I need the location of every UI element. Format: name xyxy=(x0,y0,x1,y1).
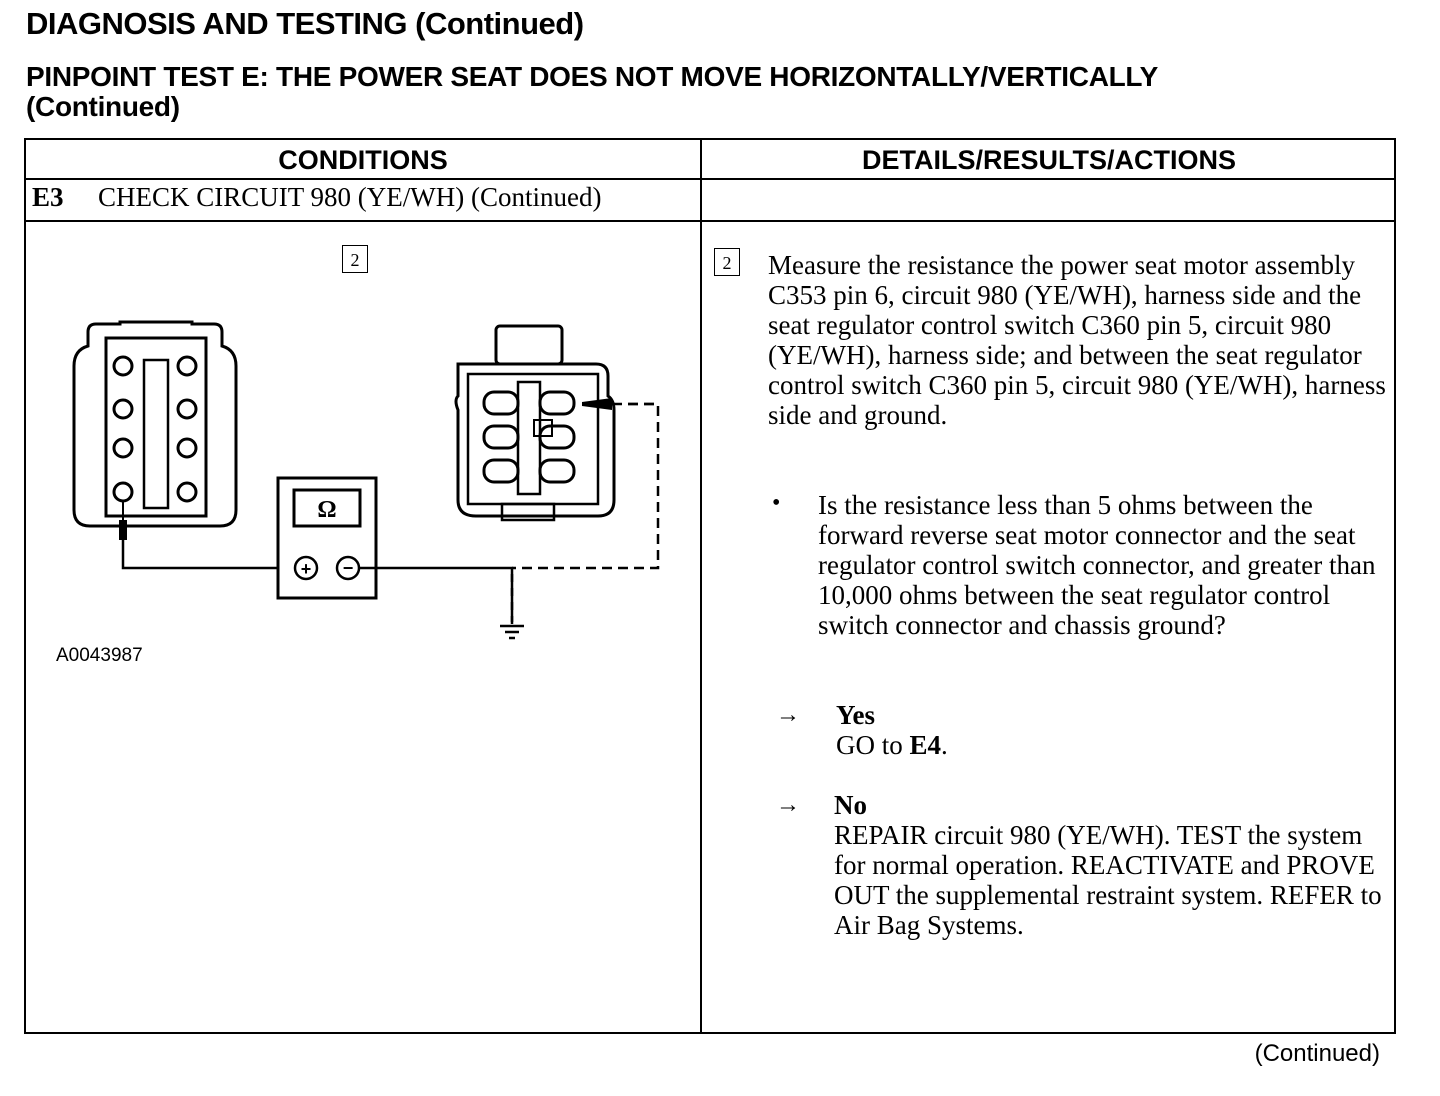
step-id: E3 xyxy=(32,182,64,212)
step-title-row xyxy=(32,182,601,213)
yes-label: Yes xyxy=(836,700,875,730)
pinpoint-test-title xyxy=(26,62,1158,122)
no-label: No xyxy=(834,790,867,820)
column-divider xyxy=(700,140,702,1032)
pinpoint-test-title-line2: (Continued) xyxy=(26,91,180,122)
arrow-right-icon: → xyxy=(776,702,800,728)
continued-footer: (Continued) xyxy=(1254,1040,1380,1067)
diagram-substep-box: 2 xyxy=(342,245,368,273)
meter-plus-terminal: + xyxy=(300,559,312,579)
page-title: DIAGNOSIS AND TESTING (Continued) xyxy=(26,6,584,41)
meter-minus-terminal: − xyxy=(342,558,354,578)
details-substep-box: 2 xyxy=(714,248,740,276)
no-action: REPAIR circuit 980 (YE/WH). TEST the system for normal operation. REACTIVATE and PROVE OUT the supplemental restraint system. REFER to Air Bag Systems. xyxy=(834,820,1382,940)
ohm-symbol: Ω xyxy=(317,497,337,523)
conditions-column-header: CONDITIONS xyxy=(278,145,448,175)
next-step-ref: E4 xyxy=(909,730,942,760)
question-text: Is the resistance less than 5 ohms between the forward reverse seat motor connector and the seat regulator control switch connector, and greater than 10,000 ohms between the seat regulator control switch connector and chassis ground? xyxy=(818,490,1376,640)
pinpoint-test-title-line1: PINPOINT TEST E: THE POWER SEAT DOES NOT MOVE HORIZONTALLY/VERTICALLY xyxy=(26,61,1159,92)
test-instruction: Measure the resistance the power seat motor assembly C353 pin 6, circuit 980 (YE/WH), harness side and the seat regulator control switch C360 pin 5, circuit 980 (YE/WH), harness side; and between the seat regulator control switch C360 pin 5, circuit 980 (YE/WH), harness side and ground. xyxy=(768,250,1386,430)
bullet-icon: • xyxy=(772,490,781,516)
header-divider xyxy=(26,178,1394,180)
figure-id: A0043987 xyxy=(56,645,143,666)
step-title: CHECK CIRCUIT 980 (YE/WH) (Continued) xyxy=(98,182,602,212)
details-column-header: DETAILS/RESULTS/ACTIONS xyxy=(861,145,1236,175)
arrow-right-icon: → xyxy=(776,792,800,818)
dashed-ground-leads xyxy=(56,310,676,640)
yes-action: GO to E4. xyxy=(836,730,948,760)
step-row-divider xyxy=(26,220,1394,222)
